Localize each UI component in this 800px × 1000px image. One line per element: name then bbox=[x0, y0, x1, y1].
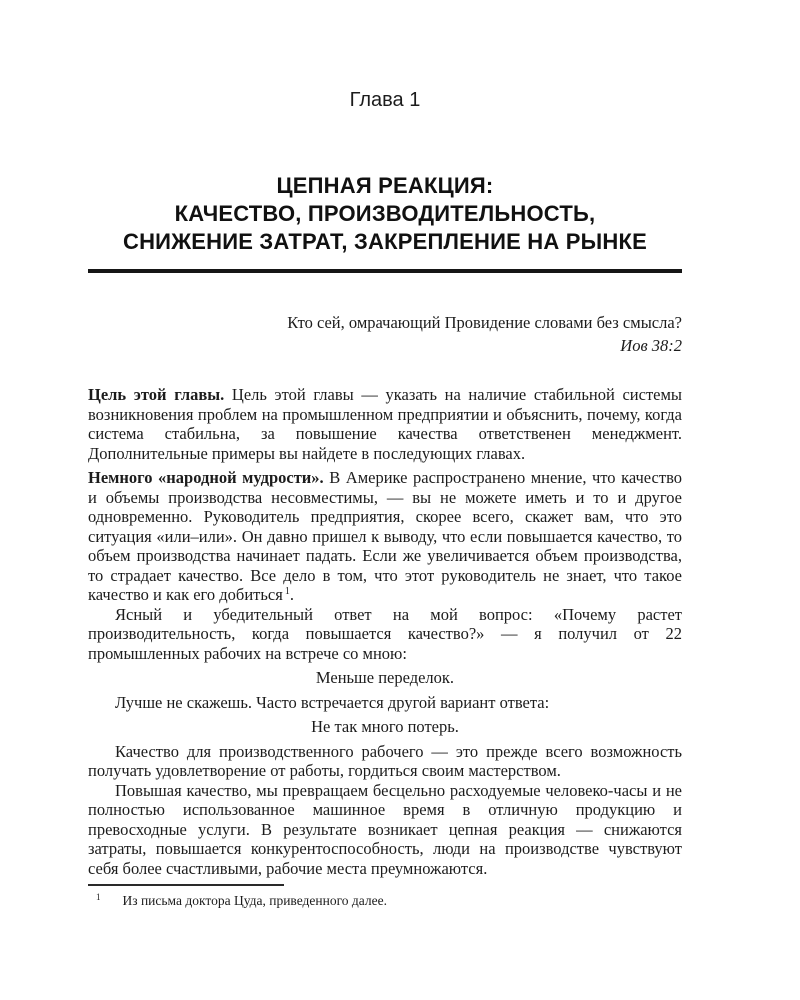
chapter-label: Глава 1 bbox=[349, 89, 421, 111]
footnote-separator-rule bbox=[88, 884, 284, 886]
paragraph-productivity-question: Ясный и убедительный ответ на мой вопрос: «Почему растет производительность, когда повышается качество?» — я получил от 22 промышленных рабочих на встрече со мною: bbox=[88, 604, 682, 663]
epigraph-source: Иов 38:2 bbox=[620, 336, 682, 355]
worker-answer-second: Не так много потерь. bbox=[311, 717, 459, 736]
title-rule bbox=[88, 269, 682, 273]
paragraph-lead-purpose: Цель этой главы. bbox=[88, 385, 225, 404]
paragraph-text-folk-wisdom: В Америке распространено мнение, что качество и объемы производства несовместимы, — вы не можете иметь и то и другое одновременно. Руководитель предприятия, скорее всего, скажет вам, что это ситуация «или–или». Он давно пришел к выводу, что если повышается качество, то объем производства начинает падать. Если же увеличивается объем производства, то страдает качество. Все дело в том, что этот руководитель не знает, что такое качество и как его добиться bbox=[88, 468, 683, 604]
epigraph-text: Кто сей, омрачающий Провидение словами без смысла? bbox=[287, 313, 682, 332]
paragraph-folk-wisdom bbox=[88, 468, 682, 605]
footnote-marker: 1 bbox=[96, 892, 101, 902]
chapter-title bbox=[88, 172, 682, 256]
paragraph-quality-for-worker: Качество для производственного рабочего — это прежде всего возможность получать удовлетворение от работы, гордиться своим мастерством. bbox=[88, 741, 682, 780]
paragraph-another-answer: Лучше не скажешь. Часто встречается другой вариант ответа: bbox=[115, 692, 550, 712]
paragraph-chapter-purpose bbox=[88, 385, 682, 463]
chapter-title-line-3: СНИЖЕНИЕ ЗАТРАТ, ЗАКРЕПЛЕНИЕ НА РЫНКЕ bbox=[123, 229, 647, 254]
footnote-text: Из письма доктора Цуда, приведенного далее. bbox=[122, 893, 387, 908]
text-column bbox=[88, 88, 682, 909]
footnote-area bbox=[88, 884, 682, 909]
paragraph-text-folk-wisdom-end: . bbox=[289, 585, 294, 604]
chapter-title-line-1: ЦЕПНАЯ РЕАКЦИЯ: bbox=[276, 173, 494, 198]
paragraph-chain-reaction: Повышая качество, мы превращаем бесцельно расходуемые человеко-часы и не полностью использованное машинное время в отличную продукцию и превосходные услуги. В результате возникает цепная реакция — снижаются затраты, повышается конкурентоспособность, люди на производстве чувствуют себя более счастливыми, рабочие места преумножаются. bbox=[88, 780, 682, 878]
worker-answer-first: Меньше переделок. bbox=[315, 668, 455, 687]
paragraph-lead-folk-wisdom: Немного «народной мудрости». bbox=[88, 468, 324, 487]
footnote bbox=[88, 889, 682, 909]
paragraph-text-purpose: Цель этой главы — указать на наличие стабильной системы возникновения проблем на промышленном предприятии и объяснить, почему, когда система стабильна, за повышение качества ответственен менеджмент. Дополнительные примеры вы найдете в последующих главах. bbox=[88, 385, 683, 463]
footnote-reference-marker: 1 bbox=[284, 586, 290, 597]
epigraph bbox=[88, 311, 682, 357]
chapter-title-line-2: КАЧЕСТВО, ПРОИЗВОДИТЕЛЬНОСТЬ, bbox=[174, 201, 596, 226]
